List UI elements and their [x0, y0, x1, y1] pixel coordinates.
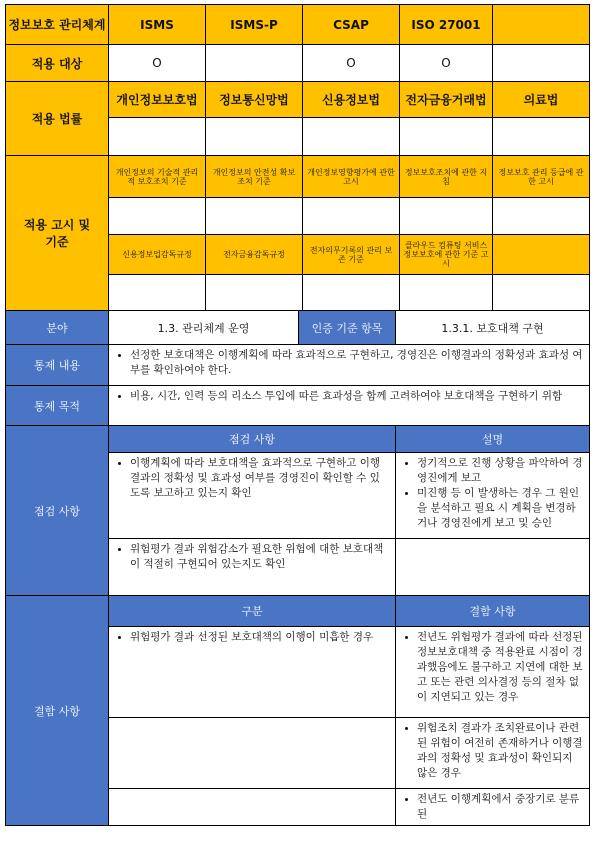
- law-item: 전자금융거래법: [400, 82, 493, 118]
- notice-item: 전자금융감독규정: [206, 235, 303, 275]
- notice-item: 정보보호 관리 등급에 관한 고시: [493, 156, 590, 198]
- check-desc-cell: [396, 453, 590, 539]
- control-table: [5, 310, 590, 826]
- check-item: • 위험평가 결과 위험감소가 필요한 위험에 대한 보호대책이 적절히 구현되어 있는지도 확인: [130, 542, 389, 572]
- framework-isms: ISMS: [109, 5, 206, 45]
- defect-item: • 전년도 위험평가 결과에 따라 선정된 정보보호대책 중 적용완료 시점이 경과했음에도 불구하고 지연에 대한 보고 또는 관련 의사결정 등의 절차 없이 지연되고 있는 경우: [417, 630, 583, 705]
- laws-label: 적용 법률: [6, 82, 109, 156]
- notices-label: [6, 156, 109, 311]
- check-label: 점검 사항: [6, 426, 109, 596]
- criteria-label: 인증 기준 항목: [299, 311, 396, 345]
- defect-item-cell: [396, 718, 590, 789]
- scope-mark-empty: [493, 45, 590, 82]
- check-item-cell: [109, 453, 396, 539]
- framework-empty: [493, 5, 590, 45]
- law-item: 개인정보보호법: [109, 82, 206, 118]
- check-desc-empty: [396, 539, 590, 596]
- law-blank: [206, 118, 303, 156]
- notice-item: 개인정보영향평가에 관한 고시: [303, 156, 400, 198]
- notice-blank: [493, 275, 590, 311]
- defect-category: • 위험평가 결과 선정된 보호대책의 이행이 미흡한 경우: [130, 630, 389, 645]
- framework-header-label: 정보보호 관리체계: [6, 5, 109, 45]
- scope-mark-isms: O: [109, 45, 206, 82]
- scope-mark-csap: O: [303, 45, 400, 82]
- defect-item: • 위험조치 결과가 조치완료이나 관련된 위험이 여전히 존재하거나 이행결과의 정확성 및 효과성이 확인되지 않은 경우: [417, 721, 583, 781]
- desc-col-header: 설명: [396, 426, 590, 453]
- framework-isms-p: ISMS-P: [206, 5, 303, 45]
- law-blank: [109, 118, 206, 156]
- scope-mark-isms-p: [206, 45, 303, 82]
- defect-category-empty: [109, 789, 396, 826]
- purpose-text: • 비용, 시간, 인력 등의 리소스 투입에 따른 효과성을 함께 고려하여야 보호대책을 구현하기 위함: [130, 389, 583, 404]
- scope-label: 적용 대상: [6, 45, 109, 82]
- law-item: 의료법: [493, 82, 590, 118]
- notice-blank: [109, 275, 206, 311]
- control-text-cell: [109, 345, 590, 386]
- certification-sheet: [5, 4, 589, 826]
- notice-item: [493, 235, 590, 275]
- notice-blank: [303, 275, 400, 311]
- notice-item: 전자의무기록의 관리 보존 기준: [303, 235, 400, 275]
- law-item: 신용정보법: [303, 82, 400, 118]
- framework-table: [5, 4, 590, 311]
- notice-item: 정보보호조치에 관한 지침: [400, 156, 493, 198]
- notice-blank: [400, 198, 493, 235]
- defect-category-empty: [109, 718, 396, 789]
- notice-item: 개인정보의 안전성 확보조치 기준: [206, 156, 303, 198]
- notice-blank: [206, 198, 303, 235]
- check-col-header: 점검 사항: [109, 426, 396, 453]
- category-col-header: 구분: [109, 596, 396, 627]
- notice-item: 클라우드 컴퓨팅 서비스 정보보호에 관한 기준 고시: [400, 235, 493, 275]
- defect-col-header: 결함 사항: [396, 596, 590, 627]
- check-item-cell: [109, 539, 396, 596]
- law-blank: [493, 118, 590, 156]
- notice-blank: [400, 275, 493, 311]
- field-value: 1.3. 관리체계 운영: [109, 311, 299, 345]
- law-blank: [303, 118, 400, 156]
- law-item: 정보통신망법: [206, 82, 303, 118]
- check-desc: • 미진행 등 이 발생하는 경우 그 원인을 분석하고 필요 시 계획을 변경하거나 경영진에게 보고 및 승인: [417, 486, 583, 531]
- purpose-label: 통제 목적: [6, 386, 109, 426]
- defect-item-cell: [396, 789, 590, 826]
- notices-label-text: 적용 고시 및 기준: [23, 218, 91, 249]
- notice-blank: [206, 275, 303, 311]
- control-label: 통제 내용: [6, 345, 109, 386]
- notice-item: 신용정보업감독규정: [109, 235, 206, 275]
- law-blank: [400, 118, 493, 156]
- control-text: • 선정한 보호대책은 이행계획에 따라 효과적으로 구현하고, 경영진은 이행결과의 정확성과 효과성 여부를 확인하여야 한다.: [130, 348, 583, 378]
- defect-item-cell: [396, 627, 590, 718]
- defect-category-cell: [109, 627, 396, 718]
- framework-iso27001: ISO 27001: [400, 5, 493, 45]
- framework-csap: CSAP: [303, 5, 400, 45]
- notice-item: 개인정보의 기술적 관리적 보호조치 기준: [109, 156, 206, 198]
- field-label: 분야: [6, 311, 109, 345]
- purpose-text-cell: [109, 386, 590, 426]
- defect-label: 결함 사항: [6, 596, 109, 826]
- scope-mark-iso27001: O: [400, 45, 493, 82]
- check-desc: • 정기적으로 진행 상황을 파악하여 경영진에게 보고: [417, 456, 583, 486]
- notice-blank: [109, 198, 206, 235]
- criteria-value: 1.3.1. 보호대책 구현: [396, 311, 590, 345]
- check-item: • 이행계획에 따라 보호대책을 효과적으로 구현하고 이행결과의 정확성 및 효과성 여부를 경영진이 확인할 수 있도록 보고하고 있는지 확인: [130, 456, 389, 501]
- notice-blank: [493, 198, 590, 235]
- defect-item: • 전년도 이행계획에서 중장기로 분류된: [417, 792, 583, 822]
- notice-blank: [303, 198, 400, 235]
